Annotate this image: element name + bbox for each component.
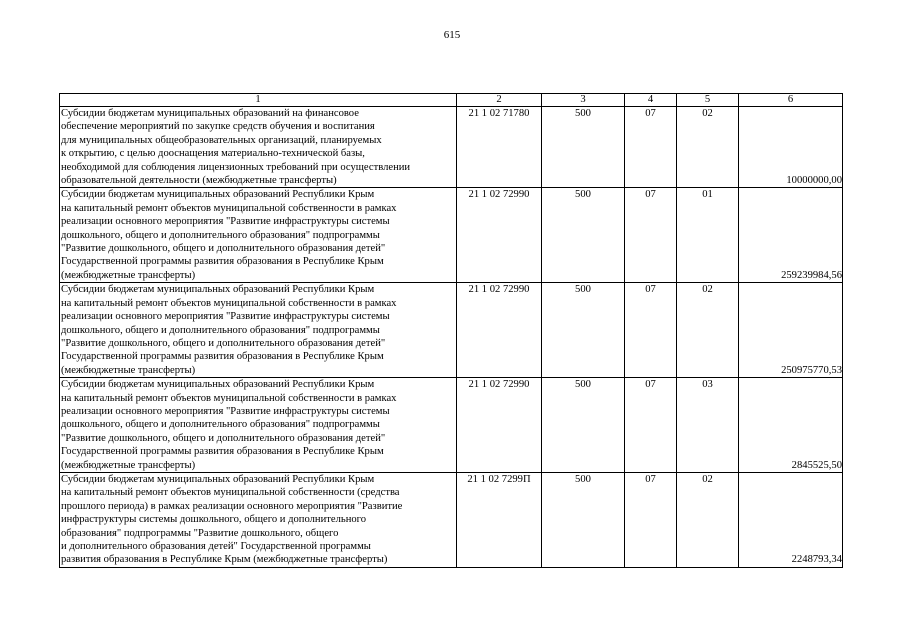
row-amount: 2248793,34 [739,472,843,567]
row-expense-type: 500 [542,188,625,283]
row-subsection: 03 [677,378,739,473]
header-row [60,94,843,107]
row-description: Субсидии бюджетам муниципальных образований на финансовое обеспечение мероприятий по закупке средств обучения и воспитания для муниципальных общеобразовательных организаций, планируемых к открытию, с целью дооснащения материально-технической базы, необходимой для соблюдения лицензионных требований при осуществлении образовательной деятельности (межбюджетные трансферты) [60,107,457,188]
row-target-article: 21 1 02 72990 [457,378,542,473]
row-subsection: 02 [677,107,739,188]
row-amount: 259239984,56 [739,188,843,283]
column-header-6: 6 [739,94,843,107]
row-expense-type: 500 [542,472,625,567]
row-description: Субсидии бюджетам муниципальных образований Республики Крым на капитальный ремонт объектов муниципальной собственности в рамках реализации основного мероприятия "Развитие инфраструктуры системы дошкольного, общего и дополнительного образования" подпрограммы "Развитие дошкольного, общего и дополнительного образования детей" Государственной программы развития образования в Республике Крым (межбюджетные трансферты) [60,378,457,473]
row-subsection: 01 [677,188,739,283]
row-target-article: 21 1 02 72990 [457,188,542,283]
table-row [60,472,843,567]
table-row [60,283,843,378]
row-section: 07 [625,107,677,188]
row-target-article: 21 1 02 72990 [457,283,542,378]
row-description: Субсидии бюджетам муниципальных образований Республики Крым на капитальный ремонт объектов муниципальной собственности (средства прошлого периода) в рамках реализации основного мероприятия "Развитие инфраструктуры системы дошкольного, общего и дополнительного образования" подпрограммы "Развитие дошкольного, общего и дополнительного образования детей" Государственной программы развития образования в Республике Крым (межбюджетные трансферты) [60,472,457,567]
table-row [60,107,843,188]
row-amount: 10000000,00 [739,107,843,188]
column-header-2: 2 [457,94,542,107]
row-section: 07 [625,283,677,378]
row-section: 07 [625,378,677,473]
row-amount: 250975770,53 [739,283,843,378]
page-number: 615 [443,29,461,41]
column-header-5: 5 [677,94,739,107]
row-subsection: 02 [677,472,739,567]
column-header-4: 4 [625,94,677,107]
table-row [60,188,843,283]
row-amount: 2845525,50 [739,378,843,473]
column-header-1: 1 [60,94,457,107]
row-target-article: 21 1 02 71780 [457,107,542,188]
row-description: Субсидии бюджетам муниципальных образований Республики Крым на капитальный ремонт объектов муниципальной собственности в рамках реализации основного мероприятия "Развитие инфраструктуры системы дошкольного, общего и дополнительного образования" подпрограммы "Развитие дошкольного, общего и дополнительного образования детей" Государственной программы развития образования в Республике Крым (межбюджетные трансферты) [60,188,457,283]
column-header-3: 3 [542,94,625,107]
budget-table [59,93,843,568]
row-section: 07 [625,472,677,567]
row-section: 07 [625,188,677,283]
row-subsection: 02 [677,283,739,378]
row-target-article: 21 1 02 7299П [457,472,542,567]
row-expense-type: 500 [542,107,625,188]
row-expense-type: 500 [542,378,625,473]
row-expense-type: 500 [542,283,625,378]
table-row [60,378,843,473]
row-description: Субсидии бюджетам муниципальных образований Республики Крым на капитальный ремонт объектов муниципальной собственности в рамках реализации основного мероприятия "Развитие инфраструктуры системы дошкольного, общего и дополнительного образования" подпрограммы "Развитие дошкольного, общего и дополнительного образования детей" Государственной программы развития образования в Республике Крым (межбюджетные трансферты) [60,283,457,378]
